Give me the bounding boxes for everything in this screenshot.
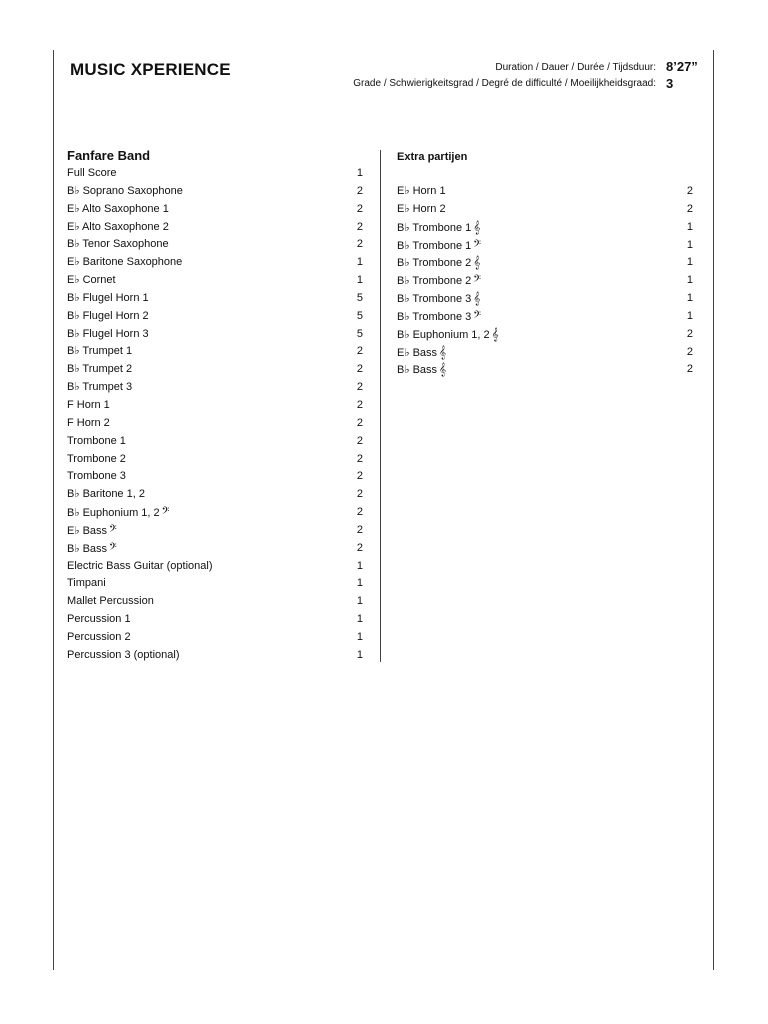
part-name: B♭ Flugel Horn 1 xyxy=(67,291,149,304)
part-quantity: 1 xyxy=(686,309,693,322)
part-quantity: 2 xyxy=(686,202,693,215)
treble-clef-icon: 𝄞 xyxy=(439,344,447,359)
part-quantity: 2 xyxy=(686,363,693,376)
grade-label: Grade / Schwierigkeitsgrad / Degré de difficulté / Moeilijkheidsgraad: xyxy=(353,78,656,89)
part-quantity: 2 xyxy=(356,363,363,376)
part-quantity: 2 xyxy=(356,416,363,429)
part-name: B♭ Soprano Saxophone xyxy=(67,184,183,197)
part-row xyxy=(67,379,363,397)
part-name: B♭ Trombone 1 xyxy=(397,221,472,234)
part-row xyxy=(67,468,363,486)
treble-clef-icon: 𝄞 xyxy=(439,362,447,377)
part-name: Timpani xyxy=(67,577,106,590)
part-name: B♭ Trombone 2 xyxy=(397,275,472,288)
part-quantity: 2 xyxy=(356,345,363,358)
part-quantity: 5 xyxy=(356,291,363,304)
part-row xyxy=(397,361,693,379)
part-row xyxy=(397,344,693,362)
extra-parts-heading: Extra partijen xyxy=(397,151,468,163)
part-name: B♭ Trombone 2 xyxy=(397,257,472,270)
part-name: Trombone 2 xyxy=(67,452,126,465)
part-name: Percussion 2 xyxy=(67,630,131,643)
bass-clef-icon: 𝄢 xyxy=(109,522,117,537)
part-row xyxy=(67,165,363,183)
part-name: E♭ Bass xyxy=(397,346,438,359)
bass-clef-icon: 𝄢 xyxy=(473,273,482,288)
part-row xyxy=(67,558,363,576)
part-row xyxy=(397,201,693,219)
part-name: E♭ Baritone Saxophone xyxy=(67,256,183,269)
part-quantity: 5 xyxy=(356,327,363,340)
part-row xyxy=(67,361,363,379)
treble-clef-icon: 𝄞 xyxy=(473,291,481,306)
part-name: E♭ Alto Saxophone 1 xyxy=(67,202,169,215)
part-quantity: 2 xyxy=(356,470,363,483)
part-row xyxy=(67,219,363,237)
part-row xyxy=(67,451,363,469)
part-row xyxy=(67,308,363,326)
part-name: E♭ Horn 2 xyxy=(397,202,446,215)
part-quantity: 2 xyxy=(356,488,363,501)
part-name: B♭ Trumpet 3 xyxy=(67,381,133,394)
part-quantity: 2 xyxy=(686,185,693,197)
part-name: B♭ Trombone 3 xyxy=(397,293,472,306)
part-row xyxy=(397,183,693,201)
part-quantity: 2 xyxy=(686,345,693,358)
part-name: Electric Bass Guitar (optional) xyxy=(67,559,213,572)
part-quantity: 2 xyxy=(356,202,363,215)
part-row xyxy=(67,343,363,361)
duration-label: Duration / Dauer / Durée / Tijdsduur: xyxy=(495,62,656,73)
part-name: E♭ Cornet xyxy=(67,274,116,287)
treble-clef-icon: 𝄞 xyxy=(491,326,499,341)
part-quantity: 2 xyxy=(356,381,363,394)
part-row xyxy=(397,308,693,326)
part-row xyxy=(67,647,363,665)
part-name: B♭ Trombone 1 xyxy=(397,239,472,252)
part-name: B♭ Bass xyxy=(67,542,108,555)
part-quantity: 2 xyxy=(356,506,363,519)
part-row xyxy=(67,272,363,290)
treble-clef-icon: 𝄞 xyxy=(473,219,481,234)
part-row xyxy=(67,433,363,451)
part-name: B♭ Flugel Horn 3 xyxy=(67,327,149,340)
part-name: B♭ Baritone 1, 2 xyxy=(67,488,145,501)
part-row xyxy=(397,290,693,308)
left-margin-rule xyxy=(53,50,54,970)
part-quantity: 1 xyxy=(356,559,363,572)
part-name: Trombone 1 xyxy=(67,434,126,447)
part-name: F Horn 1 xyxy=(67,398,110,411)
part-row xyxy=(67,290,363,308)
part-name: B♭ Trombone 3 xyxy=(397,310,472,323)
part-row xyxy=(67,326,363,344)
part-row xyxy=(67,201,363,219)
part-name: Percussion 1 xyxy=(67,613,131,626)
part-quantity: 2 xyxy=(356,398,363,411)
bass-clef-icon: 𝄢 xyxy=(161,505,170,520)
extra-parts-list xyxy=(397,183,693,379)
part-name: E♭ Bass xyxy=(67,524,108,537)
part-row xyxy=(67,183,363,201)
column-divider xyxy=(380,150,381,662)
bass-clef-icon: 𝄢 xyxy=(473,308,482,323)
part-name: B♭ Tenor Saxophone xyxy=(67,238,169,251)
fanfare-parts-list xyxy=(67,165,363,665)
part-quantity: 2 xyxy=(356,434,363,447)
part-name: Full Score xyxy=(67,167,117,179)
part-quantity: 2 xyxy=(686,327,693,340)
part-row xyxy=(67,522,363,540)
part-row xyxy=(67,415,363,433)
bass-clef-icon: 𝄢 xyxy=(109,540,117,555)
part-name: B♭ Flugel Horn 2 xyxy=(67,309,149,322)
part-quantity: 2 xyxy=(356,238,363,251)
part-row xyxy=(397,219,693,237)
part-row xyxy=(397,326,693,344)
part-name: B♭ Euphonium 1, 2 xyxy=(397,328,490,341)
fanfare-band-heading: Fanfare Band xyxy=(67,148,151,163)
bass-clef-icon: 𝄢 xyxy=(473,237,482,252)
part-row xyxy=(67,629,363,647)
part-quantity: 1 xyxy=(356,595,363,608)
part-row xyxy=(397,254,693,272)
part-row xyxy=(67,611,363,629)
part-row xyxy=(397,237,693,255)
part-row xyxy=(67,254,363,272)
part-name: B♭ Bass xyxy=(397,364,438,377)
part-row xyxy=(67,397,363,415)
part-name: Percussion 3 (optional) xyxy=(67,648,180,661)
part-quantity: 1 xyxy=(356,167,363,179)
part-quantity: 1 xyxy=(686,274,693,287)
part-name: Mallet Percussion xyxy=(67,595,154,608)
part-row xyxy=(67,540,363,558)
part-quantity: 5 xyxy=(356,309,363,322)
part-quantity: 1 xyxy=(686,238,693,251)
part-row xyxy=(397,272,693,290)
part-row xyxy=(67,575,363,593)
part-quantity: 1 xyxy=(356,274,363,287)
part-name: B♭ Euphonium 1, 2 xyxy=(67,507,160,520)
part-row xyxy=(67,504,363,522)
part-quantity: 2 xyxy=(356,452,363,465)
part-row xyxy=(67,236,363,254)
part-quantity: 1 xyxy=(686,220,693,233)
part-quantity: 2 xyxy=(356,184,363,197)
part-row xyxy=(67,486,363,504)
grade-value: 3 xyxy=(666,76,674,91)
part-quantity: 1 xyxy=(686,292,693,305)
part-quantity: 1 xyxy=(356,256,363,269)
part-quantity: 1 xyxy=(356,577,363,590)
right-margin-rule xyxy=(713,50,714,970)
part-name: E♭ Alto Saxophone 2 xyxy=(67,220,169,233)
duration-value: 8’27” xyxy=(666,59,698,74)
part-name: B♭ Trumpet 1 xyxy=(67,345,133,358)
page-title: MUSIC XPERIENCE xyxy=(70,60,231,79)
part-quantity: 1 xyxy=(356,630,363,643)
part-quantity: 2 xyxy=(356,523,363,536)
part-quantity: 2 xyxy=(356,220,363,233)
part-name: B♭ Trumpet 2 xyxy=(67,363,133,376)
part-name: E♭ Horn 1 xyxy=(397,185,446,197)
part-quantity: 2 xyxy=(356,541,363,554)
part-row xyxy=(67,593,363,611)
part-quantity: 1 xyxy=(356,613,363,626)
part-quantity: 1 xyxy=(356,648,363,661)
treble-clef-icon: 𝄞 xyxy=(473,255,481,270)
part-quantity: 1 xyxy=(686,256,693,269)
part-name: F Horn 2 xyxy=(67,416,110,429)
part-name: Trombone 3 xyxy=(67,470,126,483)
